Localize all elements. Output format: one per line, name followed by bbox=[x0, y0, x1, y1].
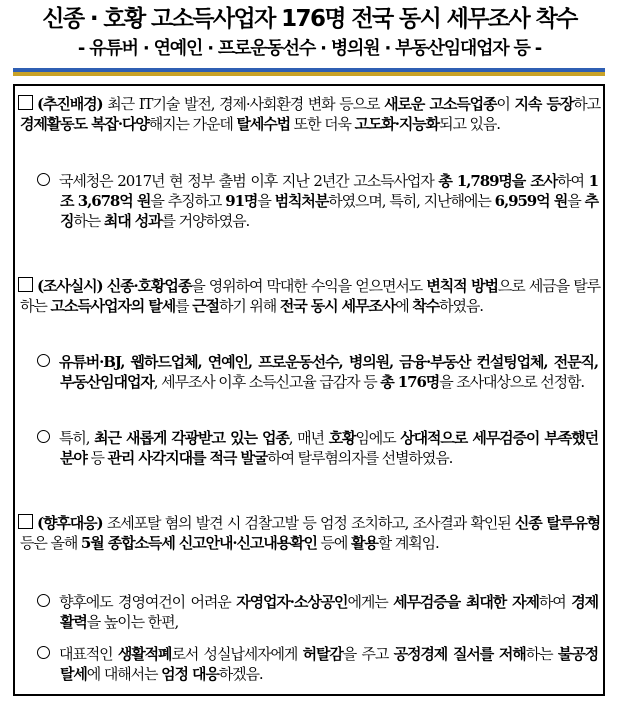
section-audit: (조사실시) 신종·호황업종을 영위하여 막대한 수익을 얻으면서도 변칙적 방법으로 세금을 탈루하는 고소득사업자의 탈세를 근절하기 위해 전국 동시 세무조사에 착수하였음. bbox=[20, 277, 600, 316]
page-subtitle: - 유튜버 · 연예인 · 프로운동선수 · 병의원 · 부동산임대업자 등 - bbox=[77, 38, 542, 59]
bullet-blind-spots: 특히, 최근 새롭게 각광받고 있는 업종, 매년 호황임에도 상대적으로 세무검증이 부족했던 분야 등 관리 사각지대를 적극 발굴하여 탈루혐의자를 선별하였음. bbox=[36, 428, 598, 468]
page-title: 신종 · 호황 고소득사업자 176명 전국 동시 세무조사 착수 bbox=[42, 6, 577, 32]
bullet-past-results: 국세청은 2017년 현 정부 출범 이후 지난 2년간 고소득사업자 총 1,789명을 조사하여 1조 3,678억 원을 추징하고 91명을 범칙처분하였으며, 특히, 지난해에는 6,959억 원을 추징하는 최대 성과를 거양하였음. bbox=[36, 171, 598, 232]
circle-bullet-icon bbox=[37, 173, 50, 186]
square-bullet-icon bbox=[18, 277, 33, 292]
square-bullet-icon bbox=[18, 514, 33, 529]
title-rule-gold bbox=[13, 72, 605, 76]
circle-bullet-icon bbox=[37, 646, 50, 659]
section-background: (추진배경) 최근 IT기술 발전, 경제·사회환경 변화 등으로 새로운 고소득업종이 지속 등장하고 경제활동도 복잡·다양해지는 가운데 탈세수법 또한 더욱 고도화·지능화되고 있음. bbox=[20, 95, 601, 134]
section-future-response: (향후대응) 조세포탈 혐의 발견 시 검찰고발 등 엄정 조치하고, 조사결과 확인된 신종 탈루유형 등은 올해 5월 종합소득세 신고안내·신고내용확인 등에 활용할 계획임. bbox=[20, 514, 600, 553]
circle-bullet-icon bbox=[37, 594, 50, 607]
circle-bullet-icon bbox=[37, 354, 50, 367]
bullet-small-business: 향후에도 경영여건이 어려운 자영업자·소상공인에게는 세무검증을 최대한 자제하여 경제활력을 높이는 한편, bbox=[36, 592, 598, 632]
bullet-audit-targets: 유튜버·BJ, 웹하드업체, 연예인, 프로운동선수, 병의원, 금융·부동산 컨설팅업체, 전문직, 부동산임대업자, 세무조사 이후 소득신고율 급감자 등 총 176명을 조사대상으로 선정함. bbox=[36, 352, 598, 392]
circle-bullet-icon bbox=[37, 430, 50, 443]
bullet-strict-response: 대표적인 생활적폐로서 성실납세자에게 허탈감을 주고 공정경제 질서를 저해하는 불공정 탈세에 대해서는 엄정 대응하겠음. bbox=[36, 644, 598, 684]
square-bullet-icon bbox=[18, 95, 33, 110]
